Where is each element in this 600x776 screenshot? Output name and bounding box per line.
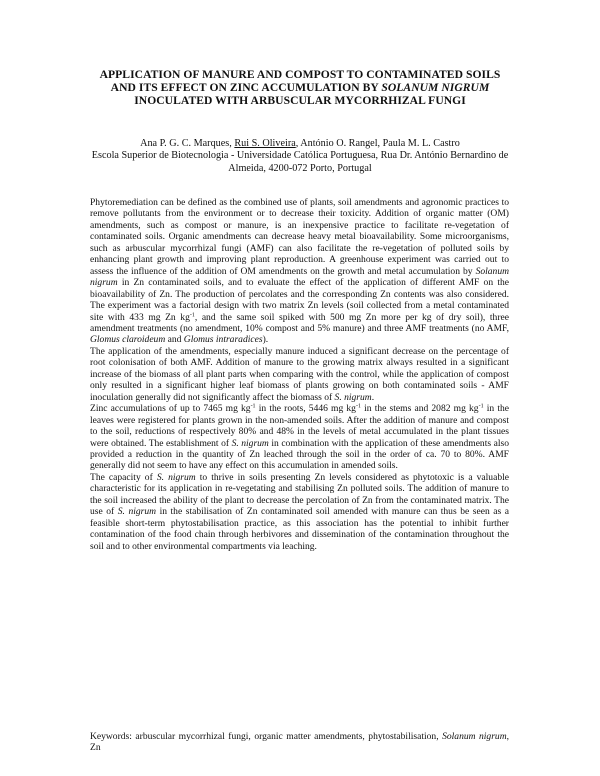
abstract-body xyxy=(90,197,509,552)
keywords: Keywords: arbuscular mycorrhizal fungi, organic matter amendments, phytostabilisation, Solanum nigrum, Zn xyxy=(90,731,509,754)
abstract-paragraph-2: The application of the amendments, especially manure induced a significant decrease on the percentage of root colonisation of both AMF. Addition of manure to the growing matrix always resulted in a significant increase of the biomass of all plant parts when comparing with the control, while the application of compost only resulted in a significant higher leaf biomass of plants growing on both contaminated soils - AMF inoculation generally did not significantly affect the biomass of S. nigrum. xyxy=(90,345,509,403)
abstract-paragraph-1: Phytoremediation can be defined as the combined use of plants, soil amendments and agronomic practices to remove pollutants from the environment or to decrease their toxicity. Addition of organic matter (OM) amendments, such as compost or manure, is an inexpensive practice to facilitate re-vegetation of contaminated soils. Organic amendments can decrease heavy metal bioavailability. Some microorganisms, such as arbuscular mycorrhizal fungi (AMF) can also facilitate the re-vegetation of polluted soils by enhancing plant growth and improving plant reproduction. A greenhouse experiment was carried out to assess the influence of the addition of OM amendments on the growth and metal accumulation by Solanum nigrum in Zn contaminated soils, and to evaluate the effect of the application of different AMF on the bioavailability of Zn. The production of percolates and the corresponding Zn contents was also considered. The experiment was a factorial design with two matrix Zn levels (soil collected from a metal contaminated site with 433 mg Zn $kg^{-1}$, and the same soil spiked with 500 mg Zn more per kg of dry soil), three amendment treatments (no amendment, 10% compost and 5% manure) and three AMF treatments (no AMF, Glomus claroideum and Glomus intraradices). xyxy=(90,197,509,346)
affiliation: Escola Superior de Biotecnologia - Universidade Católica Portuguesa, Rua Dr. António Bernardino de Almeida, 4200-072 Porto, Portugal xyxy=(91,150,509,174)
abstract-paragraph-4: The capacity of S. nigrum to thrive in soils presenting Zn levels considered as phytotoxic is a valuable characteristic for its application in re-vegetating and stabilising Zn polluted soils. The addition of manure to the soil increased the ability of the plant to decrease the percolation of Zn from the contaminated matrix. The use of S. nigrum in the stabilisation of Zn contaminated soil amended with manure can thus be seen as a feasible short-term phytostabilisation practice, as this association has the potential to inhibit further contamination of the food chain through herbivores and dissemination of the contamination throughout the soil and to other environmental compartments via leaching. xyxy=(90,471,509,552)
paper-title: APPLICATION OF MANURE AND COMPOST TO CONTAMINATED SOILS AND ITS EFFECT ON ZINC ACCUMULATION BY SOLANUM NIGRUM INOCULATED WITH ARBUSCULAR MYCORRHIZAL FUNGI xyxy=(99,68,501,108)
presenting-author: Rui S. Oliveira xyxy=(234,138,296,149)
author-list: Ana P. G. C. Marques, Rui S. Oliveira, António O. Rangel, Paula M. L. Castro xyxy=(140,138,460,149)
title-species: SOLANUM NIGRUM xyxy=(381,81,490,95)
author-block xyxy=(85,138,515,175)
abstract-paragraph-3: Zinc accumulations of up to 7465 mg $kg^{-1}$ in the roots, 5446 mg $kg^{-1}$ in the stems and 2082 mg $kg^{-1}$ in the leaves were registered for plants grown in the non-amended soils. After the addition of manure and compost to the soil, reductions of respectively 80% and 48% in the levels of metal accumulated in the plant tissues were obtained. The establishment of S. nigrum in combination with the application of these amendments also provided a reduction in the quantity of Zn leached through the soil in the order of ca. 70 to 80%. AMF generally did not seem to have any effect on this accumulation in amended soils. xyxy=(90,403,510,472)
